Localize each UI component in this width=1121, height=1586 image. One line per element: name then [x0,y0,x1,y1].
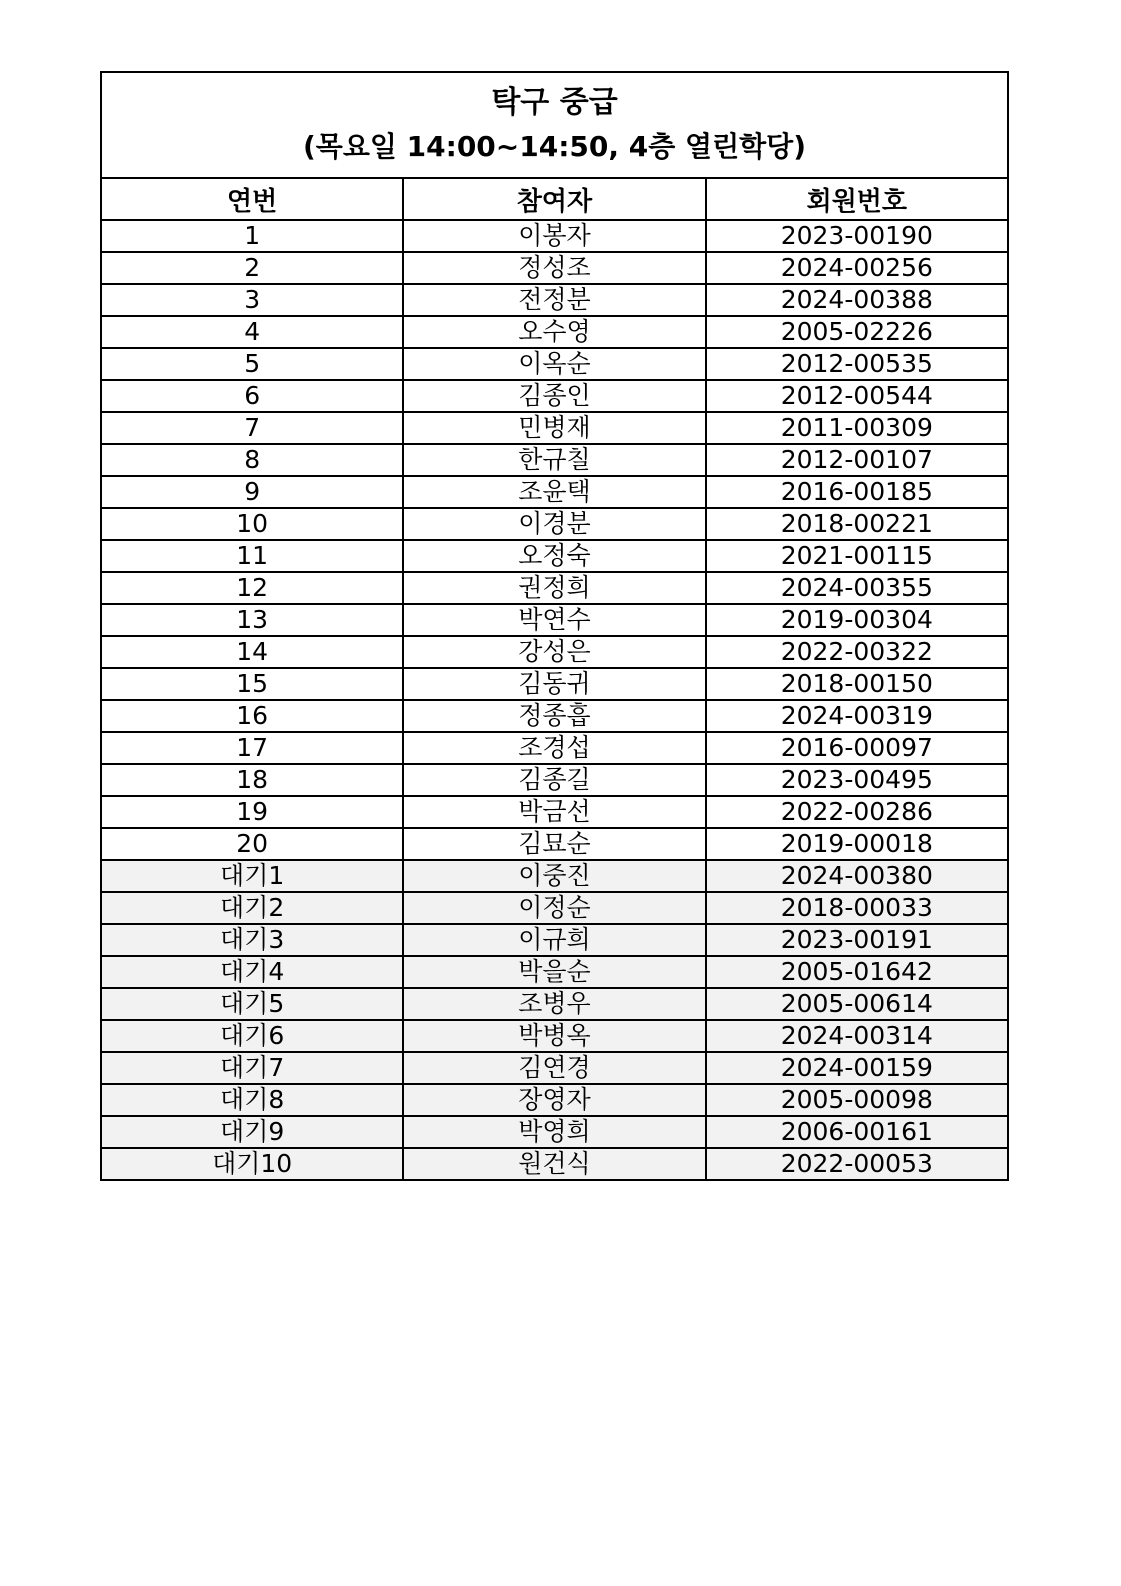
cell-name: 김연경 [403,1052,705,1084]
cell-no: 대기6 [101,1020,403,1052]
cell-name: 전정분 [403,284,705,316]
table-row [101,700,1008,732]
cell-name: 이정순 [403,892,705,924]
cell-member-id: 2024-00319 [706,700,1008,732]
cell-no: 18 [101,764,403,796]
cell-member-id: 2006-00161 [706,1116,1008,1148]
cell-member-id: 2019-00018 [706,828,1008,860]
table-body [101,220,1008,1180]
column-header-no: 연번 [101,178,403,220]
cell-name: 정종흡 [403,700,705,732]
cell-name: 김종인 [403,380,705,412]
table-row-waiting [101,1020,1008,1052]
cell-name: 오정숙 [403,540,705,572]
table-row-waiting [101,956,1008,988]
table-row [101,476,1008,508]
cell-name: 이옥순 [403,348,705,380]
table-row [101,444,1008,476]
title-cell [101,72,1008,178]
table-row [101,252,1008,284]
cell-name: 강성은 [403,636,705,668]
cell-member-id: 2012-00544 [706,380,1008,412]
cell-no: 9 [101,476,403,508]
cell-no: 대기2 [101,892,403,924]
cell-member-id: 2016-00097 [706,732,1008,764]
table-row-waiting [101,860,1008,892]
table-row-waiting [101,1148,1008,1180]
cell-member-id: 2023-00190 [706,220,1008,252]
cell-no: 12 [101,572,403,604]
cell-name: 박병옥 [403,1020,705,1052]
table-row-waiting [101,892,1008,924]
cell-member-id: 2024-00159 [706,1052,1008,1084]
cell-name: 권정희 [403,572,705,604]
participant-table [100,71,1009,1181]
cell-member-id: 2019-00304 [706,604,1008,636]
cell-name: 이경분 [403,508,705,540]
table-row [101,348,1008,380]
cell-name: 김종길 [403,764,705,796]
cell-name: 박연수 [403,604,705,636]
table-row-waiting [101,988,1008,1020]
table-row-waiting [101,1116,1008,1148]
table-row [101,604,1008,636]
table-row [101,764,1008,796]
cell-member-id: 2024-00355 [706,572,1008,604]
cell-no: 11 [101,540,403,572]
cell-no: 대기5 [101,988,403,1020]
cell-name: 원건식 [403,1148,705,1180]
cell-member-id: 2024-00380 [706,860,1008,892]
cell-member-id: 2024-00256 [706,252,1008,284]
cell-no: 대기4 [101,956,403,988]
cell-no: 8 [101,444,403,476]
cell-member-id: 2018-00221 [706,508,1008,540]
cell-no: 대기9 [101,1116,403,1148]
cell-member-id: 2023-00495 [706,764,1008,796]
cell-no: 대기8 [101,1084,403,1116]
table-row [101,540,1008,572]
table-row [101,636,1008,668]
cell-name: 김동귀 [403,668,705,700]
cell-member-id: 2018-00150 [706,668,1008,700]
cell-no: 2 [101,252,403,284]
cell-no: 19 [101,796,403,828]
cell-name: 김묘순 [403,828,705,860]
cell-member-id: 2023-00191 [706,924,1008,956]
cell-no: 3 [101,284,403,316]
table-row [101,796,1008,828]
cell-no: 15 [101,668,403,700]
table-row [101,284,1008,316]
table-row [101,380,1008,412]
cell-no: 17 [101,732,403,764]
table-row [101,508,1008,540]
cell-name: 박영희 [403,1116,705,1148]
cell-name: 오수영 [403,316,705,348]
page-subtitle: (목요일 14:00~14:50, 4층 열린학당) [302,130,807,163]
cell-member-id: 2022-00286 [706,796,1008,828]
cell-member-id: 2005-02226 [706,316,1008,348]
cell-name: 조병우 [403,988,705,1020]
cell-member-id: 2024-00388 [706,284,1008,316]
column-header-member-id: 회원번호 [706,178,1008,220]
cell-name: 장영자 [403,1084,705,1116]
cell-no: 대기10 [101,1148,403,1180]
cell-member-id: 2005-00098 [706,1084,1008,1116]
cell-no: 대기3 [101,924,403,956]
column-header-row [101,178,1008,220]
cell-name: 이중진 [403,860,705,892]
table-row [101,412,1008,444]
cell-member-id: 2024-00314 [706,1020,1008,1052]
cell-member-id: 2022-00053 [706,1148,1008,1180]
table-row [101,732,1008,764]
cell-name: 이봉자 [403,220,705,252]
cell-no: 1 [101,220,403,252]
table-row [101,828,1008,860]
title-row [101,72,1008,178]
cell-name: 박을순 [403,956,705,988]
cell-no: 대기1 [101,860,403,892]
table-row-waiting [101,924,1008,956]
cell-member-id: 2016-00185 [706,476,1008,508]
cell-no: 16 [101,700,403,732]
cell-member-id: 2005-00614 [706,988,1008,1020]
cell-member-id: 2005-01642 [706,956,1008,988]
cell-name: 조윤택 [403,476,705,508]
table-row-waiting [101,1052,1008,1084]
cell-name: 박금선 [403,796,705,828]
cell-no: 14 [101,636,403,668]
cell-no: 4 [101,316,403,348]
cell-name: 한규칠 [403,444,705,476]
table-row [101,572,1008,604]
cell-member-id: 2012-00107 [706,444,1008,476]
cell-no: 13 [101,604,403,636]
cell-no: 6 [101,380,403,412]
cell-member-id: 2011-00309 [706,412,1008,444]
cell-member-id: 2012-00535 [706,348,1008,380]
cell-name: 이규희 [403,924,705,956]
table-row-waiting [101,1084,1008,1116]
cell-no: 20 [101,828,403,860]
cell-name: 조경섭 [403,732,705,764]
cell-member-id: 2018-00033 [706,892,1008,924]
cell-member-id: 2021-00115 [706,540,1008,572]
cell-name: 정성조 [403,252,705,284]
cell-no: 대기7 [101,1052,403,1084]
cell-member-id: 2022-00322 [706,636,1008,668]
cell-no: 7 [101,412,403,444]
page-title: 탁구 중급 [491,85,618,120]
column-header-name: 참여자 [403,178,705,220]
cell-no: 5 [101,348,403,380]
table-row [101,220,1008,252]
cell-no: 10 [101,508,403,540]
table-row [101,668,1008,700]
cell-name: 민병재 [403,412,705,444]
table-row [101,316,1008,348]
